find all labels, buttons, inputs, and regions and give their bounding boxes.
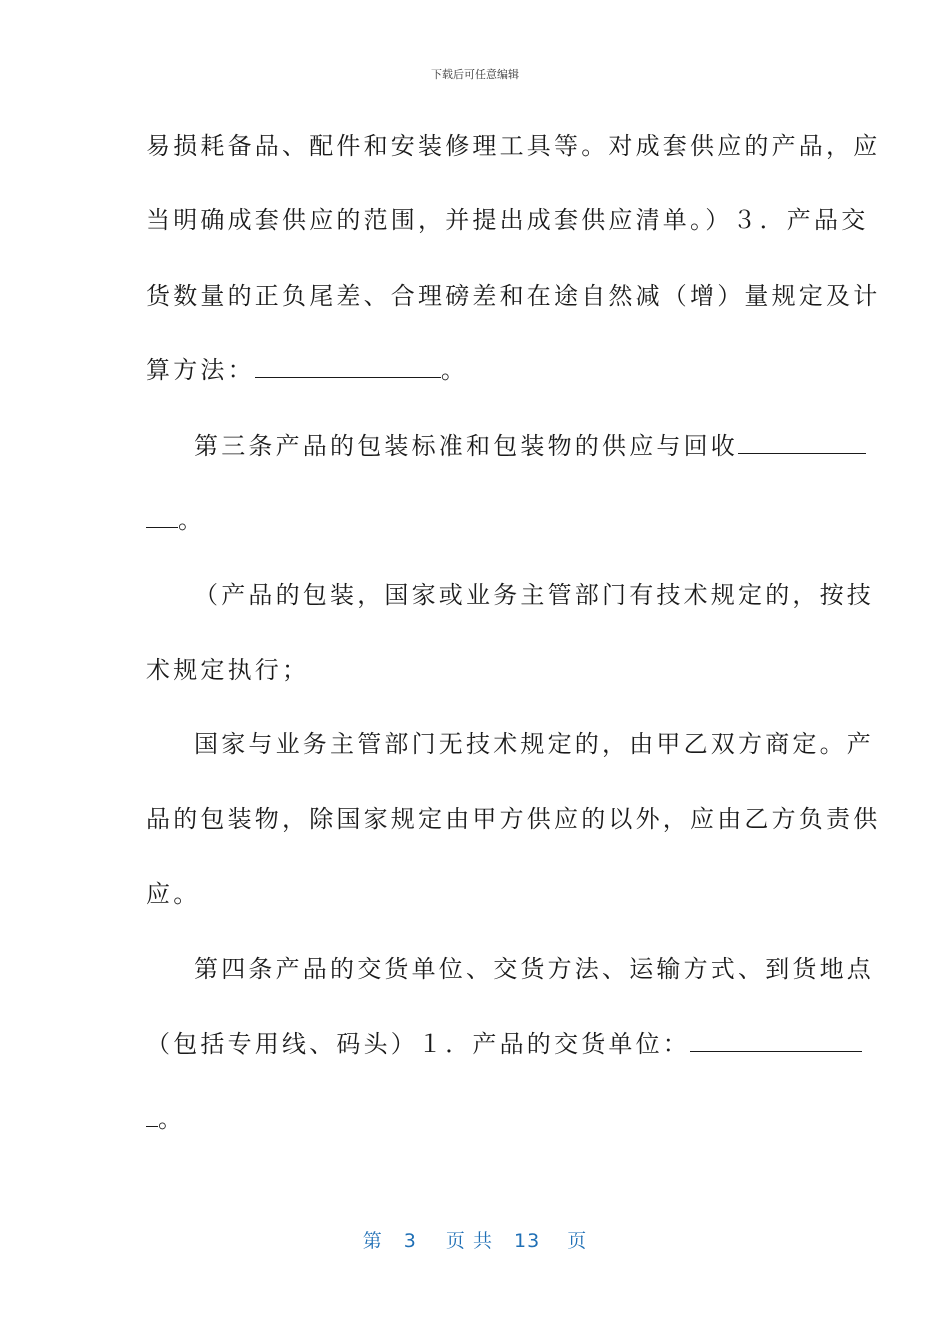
paragraph-line	[146, 131, 880, 161]
paragraph-line	[146, 1104, 185, 1134]
header-note: 下载后可任意编辑	[431, 68, 519, 81]
text-line: （包括专用线、码头）１．产品的交货单位：	[146, 1030, 690, 1058]
fill-in-blank[interactable]	[738, 433, 866, 454]
text-line: （产品的包装，国家或业务主管部门有技术规定的，按技	[194, 581, 874, 609]
text-line: 。	[178, 506, 206, 534]
paragraph-line	[146, 281, 880, 311]
current-page-number: 3	[403, 1230, 417, 1252]
text-line: 当明确成套供应的范围，并提出成套供应清单。）３．产品交	[146, 206, 869, 234]
text-line: 。	[158, 1105, 186, 1133]
paragraph-line	[146, 355, 468, 385]
text-line: 应。	[146, 880, 201, 908]
text-line: 品的包装物，除国家规定由甲方供应的以外，应由乙方负责供	[146, 805, 881, 833]
fill-in-blank[interactable]	[146, 1106, 158, 1127]
paragraph-line	[194, 729, 874, 759]
paragraph-line	[194, 954, 874, 984]
text-line: 易损耗备品、配件和安装修理工具等。对成套供应的产品，应	[146, 132, 881, 160]
footer-suffix: 页	[567, 1230, 588, 1252]
paragraph-line	[146, 505, 205, 535]
text-line: 国家与业务主管部门无技术规定的，由甲乙双方商定。产	[194, 730, 874, 758]
text-line: 术规定执行；	[146, 656, 310, 684]
paragraph-line	[194, 431, 866, 461]
paragraph-line	[146, 1029, 862, 1059]
paragraph-line	[194, 580, 874, 610]
text-line: 第三条产品的包装标准和包装物的供应与回收	[194, 432, 738, 460]
total-page-count: 13	[514, 1230, 541, 1252]
fill-in-blank[interactable]	[690, 1031, 862, 1052]
fill-in-blank[interactable]	[255, 357, 441, 378]
text-line: 算方法：	[146, 356, 255, 384]
paragraph-line	[146, 655, 309, 685]
text-line: 。	[440, 356, 469, 384]
paragraph-line	[146, 879, 200, 909]
footer-middle: 页 共	[445, 1230, 493, 1252]
paragraph-line	[146, 205, 868, 235]
footer-prefix: 第	[362, 1230, 383, 1252]
text-line: 第四条产品的交货单位、交货方法、运输方式、到货地点	[194, 955, 874, 983]
fill-in-blank[interactable]	[146, 507, 178, 528]
paragraph-line	[146, 804, 880, 834]
text-line: 货数量的正负尾差、合理磅差和在途自然减（增）量规定及计	[146, 282, 881, 310]
page-footer	[0, 1226, 950, 1253]
